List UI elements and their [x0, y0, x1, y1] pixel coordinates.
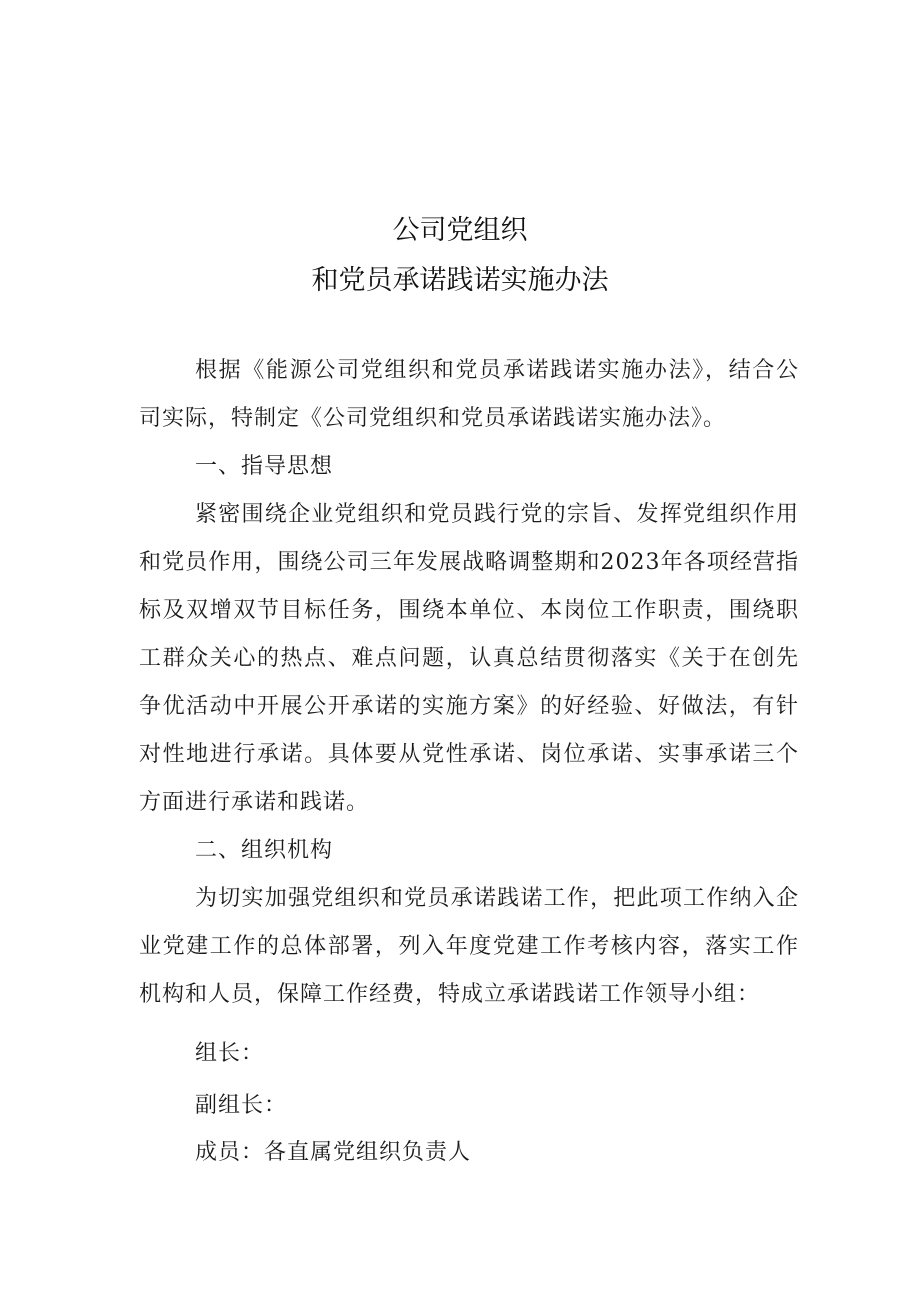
section-heading-guiding-thought: 一、指导思想: [195, 454, 334, 479]
section-heading-organization: 二、组织机构: [195, 838, 334, 863]
organization-paragraph: 为切实加强党组织和党员承诺践诺工作，把此项工作纳入企业党建工作的总体部署，列入年度党建工作考核内容，落实工作机构和人员，保障工作经费，特成立承诺践诺工作领导小组：: [139, 886, 799, 1007]
document-title-line-2: 和党员承诺践诺实施办法: [311, 265, 609, 296]
guiding-thought-paragraph: 紧密围绕企业党组织和党员践行党的宗旨、发挥党组织作用和党员作用，围绕公司三年发展战略调整期和2023年各项经营指标及双增双节目标任务，围绕本单位、本岗位工作职责，围绕职工群众关心的热点、难点问题，认真总结贯彻落实《关于在创先争优活动中开展公开承诺的实施方案》的好经验、好做法，有针对性地进行承诺。具体要从党性承诺、岗位承诺、实事承诺三个方面进行承诺和践诺。: [139, 502, 799, 815]
group-leader-line: 组长：: [195, 1041, 265, 1066]
members-line: 成员：各直属党组织负责人: [195, 1140, 472, 1165]
document-body: [139, 347, 799, 1019]
deputy-leader-line: 副组长：: [195, 1093, 288, 1118]
intro-paragraph: 根据《能源公司党组织和党员承诺践诺实施办法》，结合公司实际，特制定《公司党组织和党员承诺践诺实施办法》。: [139, 358, 799, 431]
document-title-line-1: 公司党组织: [392, 215, 528, 246]
